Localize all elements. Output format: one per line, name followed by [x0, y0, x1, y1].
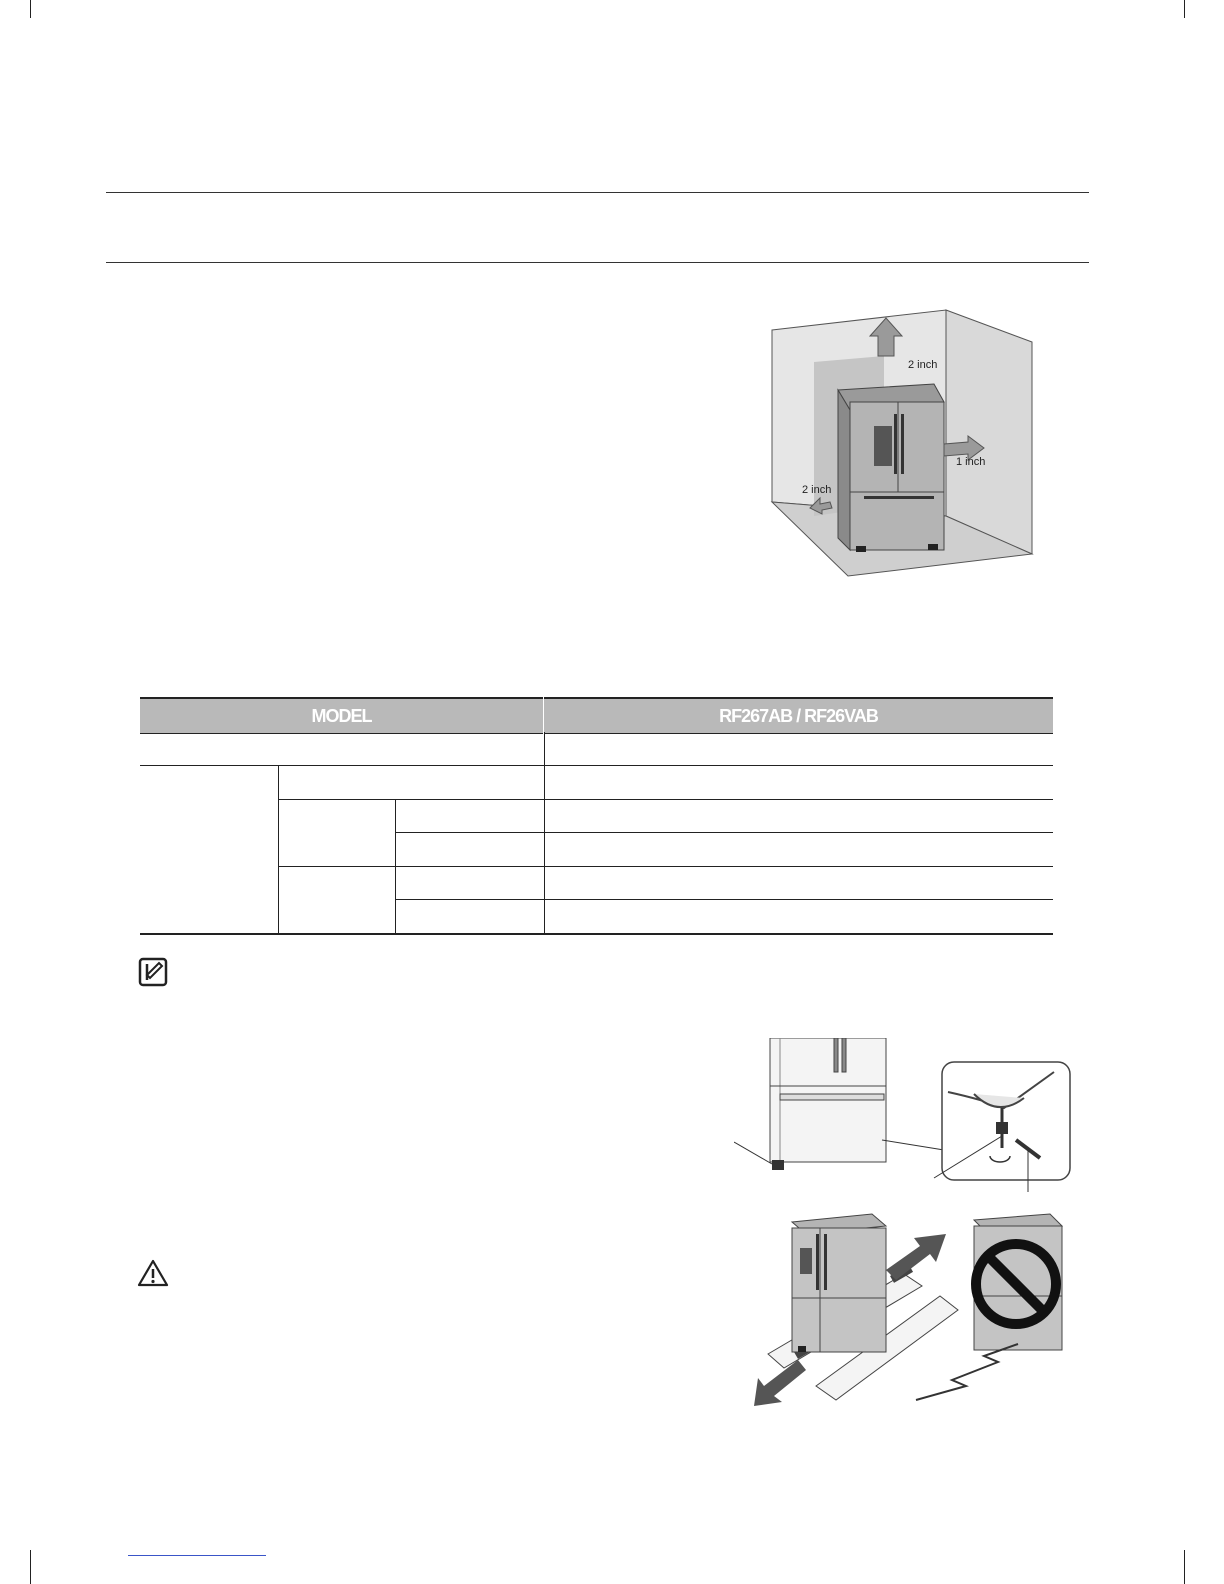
row-line-1 [140, 765, 1053, 766]
model-header-value: RF267AB / RF26VAB [719, 705, 878, 726]
footer-link-underline [128, 1555, 266, 1556]
crop-mark-top-left [30, 0, 31, 18]
col-line-3 [544, 732, 545, 933]
model-header-label: MODEL [311, 705, 372, 726]
note-icon [138, 957, 168, 987]
col-line-2 [395, 799, 396, 933]
crop-mark-bottom-right [1184, 1550, 1185, 1584]
row-line-3 [395, 832, 1053, 833]
col-line-1 [278, 765, 279, 933]
crop-mark-top-right [1184, 0, 1185, 18]
section-rule-top [106, 192, 1089, 193]
row-line-5 [395, 899, 1053, 900]
back-clearance-label: 2 inch [802, 484, 832, 496]
pull-arrow-icon [754, 1360, 806, 1406]
model-value-header-cell [544, 697, 1053, 734]
spec-table [140, 697, 1053, 935]
side-clearance-label: 1 inch [956, 456, 986, 468]
clearance-figure [768, 306, 1038, 582]
leveling-figure [734, 1038, 1082, 1194]
push-arrow-icon [886, 1234, 946, 1280]
moving-figure [754, 1210, 1066, 1406]
section-rule-bottom [106, 262, 1089, 263]
header-divider [543, 699, 544, 732]
caution-triangle-icon [137, 1259, 169, 1287]
crop-mark-bottom-left [30, 1550, 31, 1584]
model-header-cell [140, 697, 543, 734]
table-bottom-rule [140, 933, 1053, 935]
top-clearance-label: 2 inch [908, 359, 938, 371]
